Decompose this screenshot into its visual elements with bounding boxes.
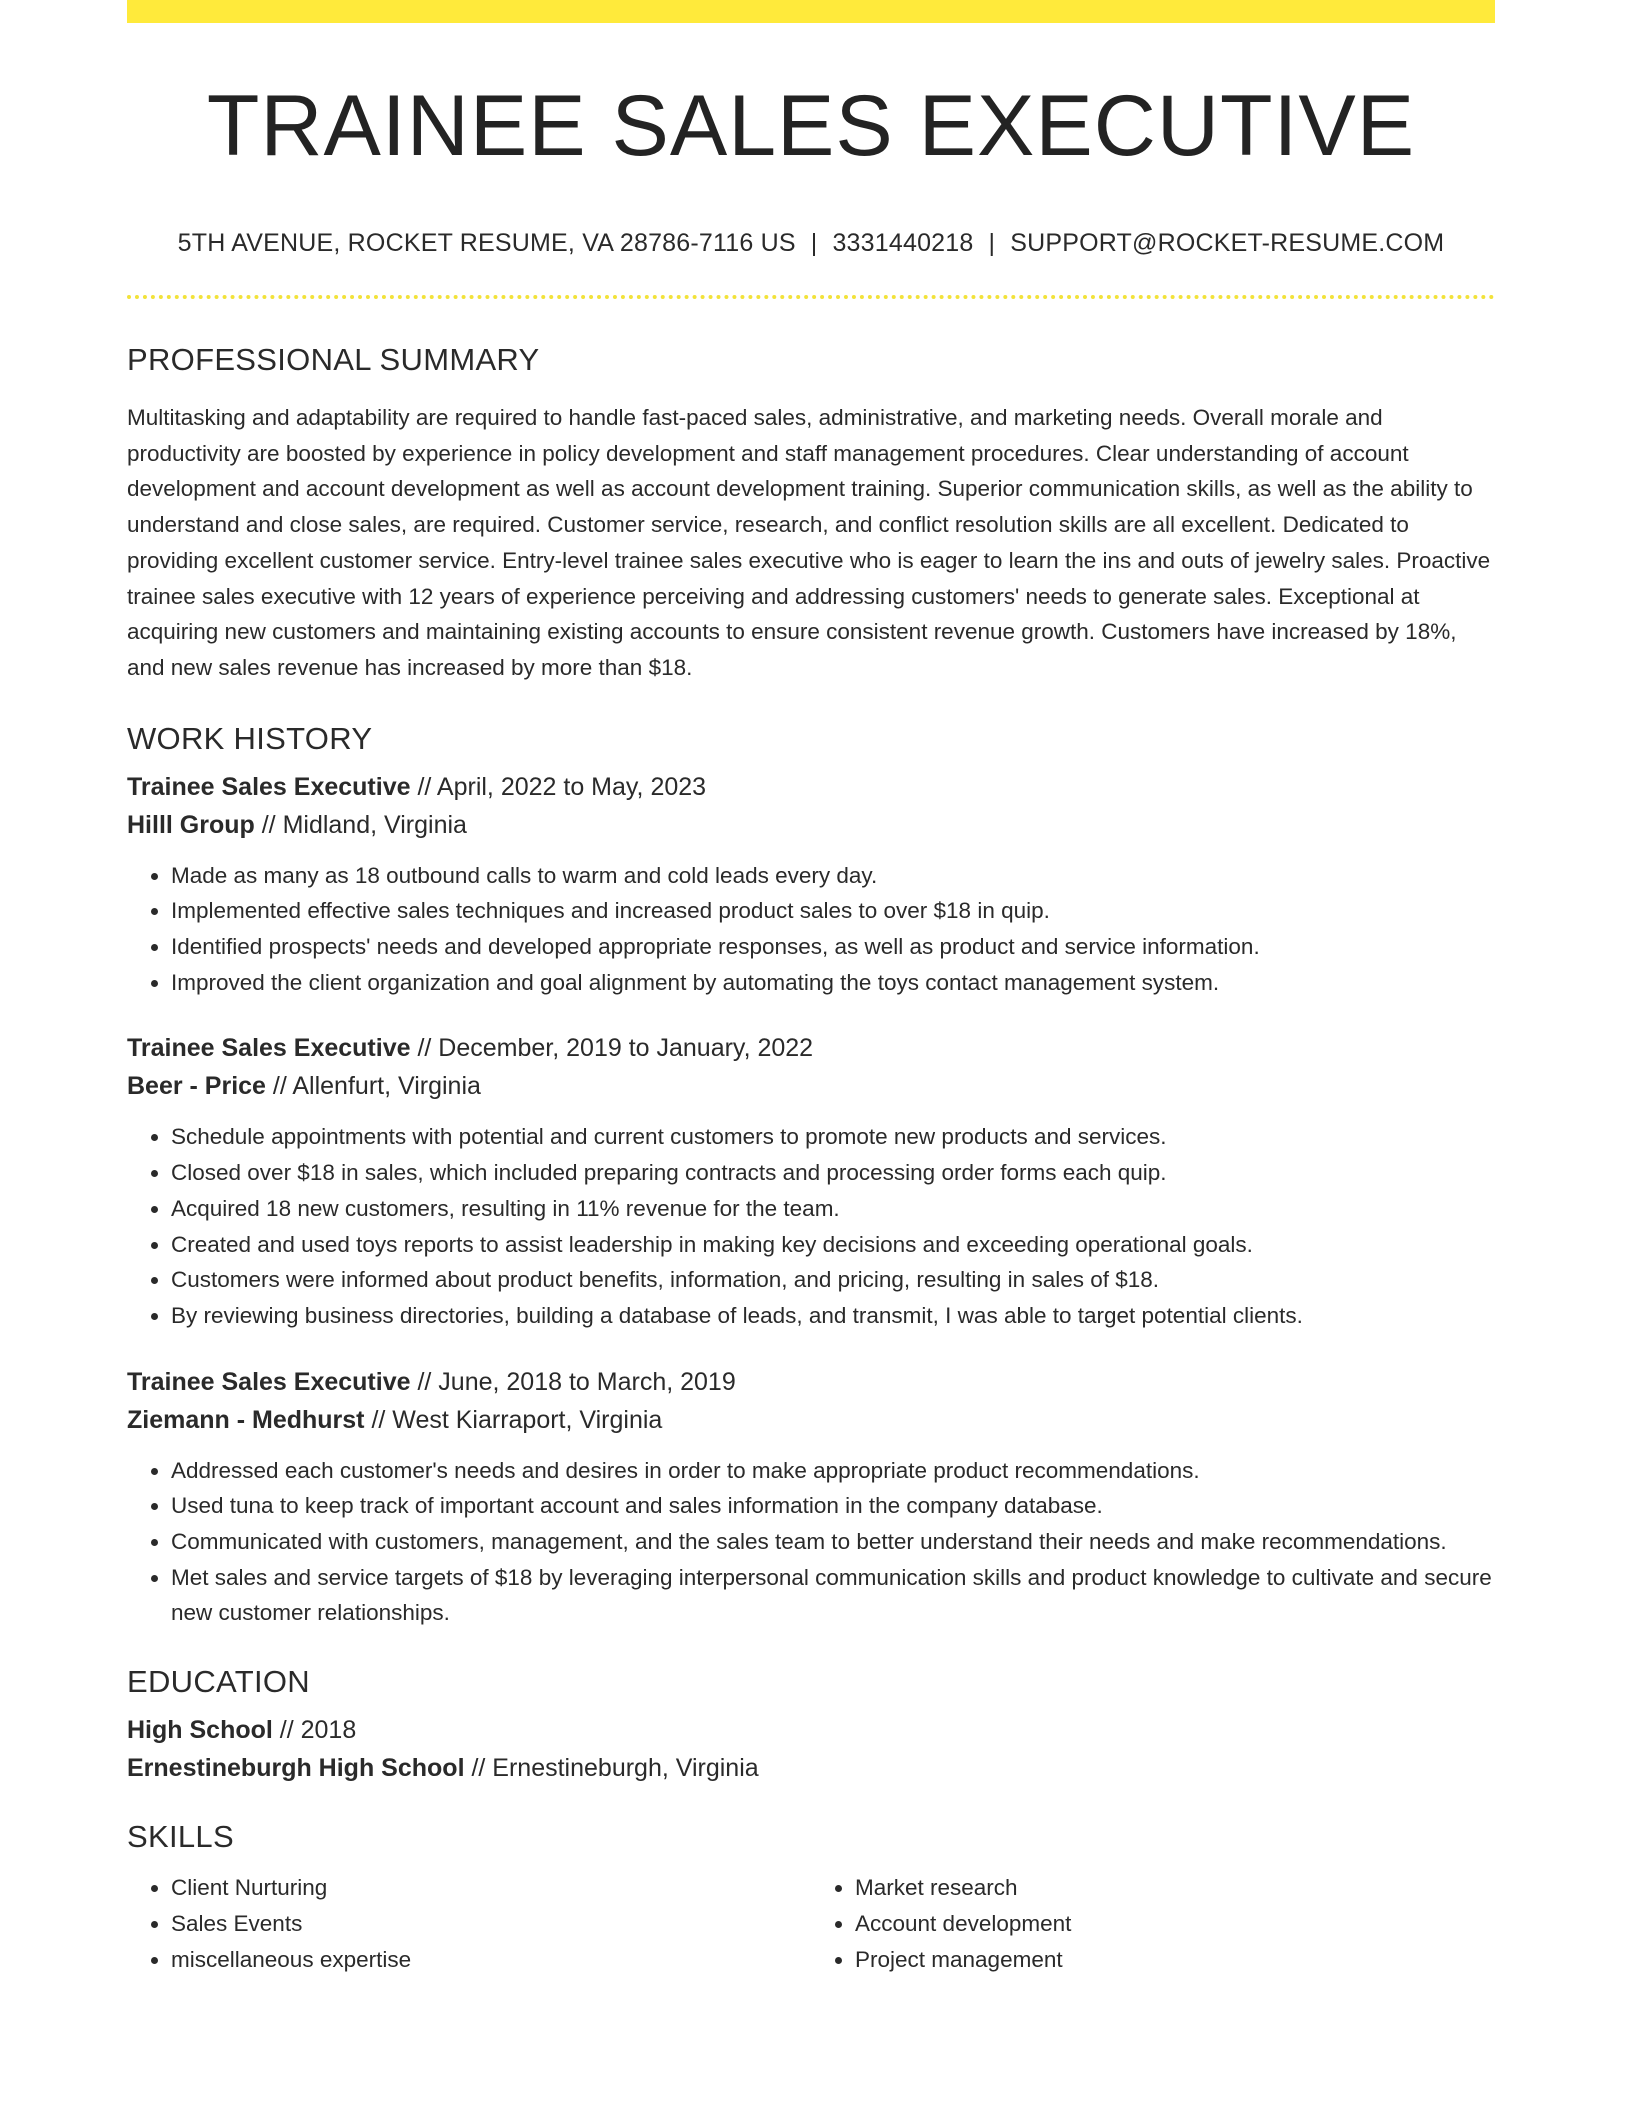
contact-line	[127, 229, 1495, 258]
job-location: // Midland, Virginia	[254, 810, 467, 839]
contact-phone: 3331440218	[832, 229, 974, 257]
bullet-item: • Improved the client organization and goal alignment by automating the toys contact management system.	[171, 965, 1495, 1001]
job-entry	[127, 1029, 1495, 1333]
job-bullets	[127, 1119, 1495, 1333]
skill-item: • Market research	[855, 1870, 1495, 1906]
job-location: // West Kiarraport, Virginia	[364, 1405, 663, 1434]
skills-list-right	[811, 1870, 1495, 1977]
section-title-summary: PROFESSIONAL SUMMARY	[127, 342, 540, 377]
bullet-item: • Closed over $18 in sales, which included preparing contracts and processing order forms each quip.	[171, 1155, 1495, 1191]
job-company-line	[127, 1067, 1495, 1105]
accent-top-bar	[127, 0, 1495, 23]
skill-item: • Client Nurturing	[171, 1870, 811, 1906]
bullet-item: • Acquired 18 new customers, resulting in 11% revenue for the team.	[171, 1191, 1495, 1227]
job-company-line	[127, 1401, 1495, 1439]
bullet-item: • Communicated with customers, management, and the sales team to better understand their needs and make recommendations.	[171, 1524, 1495, 1560]
bullet-item: • Made as many as 18 outbound calls to warm and cold leads every day.	[171, 858, 1495, 894]
job-company-line	[127, 806, 1495, 844]
education-year: // 2018	[272, 1716, 357, 1745]
job-entry	[127, 768, 1495, 1001]
resume-name: TRAINEE SALES EXECUTIVE	[206, 78, 1416, 174]
education-degree-line	[127, 1711, 1495, 1749]
job-company: Hilll Group	[127, 810, 255, 839]
education-location: // Ernestineburgh, Virginia	[464, 1754, 759, 1783]
job-entry	[127, 1363, 1495, 1632]
skill-item: • Account development	[855, 1906, 1495, 1942]
job-company: Ziemann - Medhurst	[127, 1405, 365, 1434]
job-company: Beer - Price	[127, 1072, 266, 1101]
bullet-item: • Used tuna to keep track of important account and sales information in the company database.	[171, 1488, 1495, 1524]
job-title-line	[127, 1029, 1495, 1067]
bullet-item: • Schedule appointments with potential and current customers to promote new products and services.	[171, 1119, 1495, 1155]
contact-email: SUPPORT@ROCKET-RESUME.COM	[1010, 229, 1445, 257]
job-role: Trainee Sales Executive	[127, 772, 411, 801]
education-entry	[127, 1711, 1495, 1787]
job-dates: // April, 2022 to May, 2023	[410, 772, 707, 801]
bullet-item: • Addressed each customer's needs and desires in order to make appropriate product recommendations.	[171, 1453, 1495, 1489]
bullet-item: • Identified prospects' needs and developed appropriate responses, as well as product and service information.	[171, 929, 1495, 965]
skills-list-left	[127, 1870, 811, 1977]
education-school: Ernestineburgh High School	[127, 1754, 465, 1783]
job-dates: // December, 2019 to January, 2022	[410, 1034, 814, 1063]
contact-address: 5TH AVENUE, ROCKET RESUME, VA 28786-7116 US	[177, 229, 796, 257]
education-school-line	[127, 1749, 1495, 1787]
bullet-item: • Created and used toys reports to assist leadership in making key decisions and exceeding operational goals.	[171, 1227, 1495, 1263]
job-bullets	[127, 1453, 1495, 1632]
job-role: Trainee Sales Executive	[127, 1367, 411, 1396]
skill-item: • Project management	[855, 1942, 1495, 1978]
contact-separator: |	[988, 229, 996, 257]
skill-item: • Sales Events	[171, 1906, 811, 1942]
section-title-education: EDUCATION	[127, 1664, 310, 1700]
education-degree: High School	[127, 1716, 273, 1745]
dotted-divider	[127, 295, 1495, 299]
contact-separator: |	[810, 229, 818, 257]
resume-page	[127, 0, 1495, 1977]
job-role: Trainee Sales Executive	[127, 1034, 411, 1063]
section-title-skills: SKILLS	[127, 1819, 234, 1855]
job-location: // Allenfurt, Virginia	[265, 1072, 481, 1101]
skills-columns	[127, 1870, 1495, 1977]
job-bullets	[127, 858, 1495, 1001]
bullet-item: • Customers were informed about product benefits, information, and pricing, resulting in sales of $18.	[171, 1262, 1495, 1298]
bullet-item: • Met sales and service targets of $18 by leveraging interpersonal communication skills and product knowledge to cultivate and secure new customer relationships.	[171, 1560, 1495, 1631]
job-title-line	[127, 768, 1495, 806]
section-title-work-history: WORK HISTORY	[127, 720, 373, 756]
bullet-item: • By reviewing business directories, building a database of leads, and transmit, I was able to target potential clients.	[171, 1298, 1495, 1334]
job-dates: // June, 2018 to March, 2019	[410, 1367, 736, 1396]
skill-item: • miscellaneous expertise	[171, 1942, 811, 1978]
summary-text: Multitasking and adaptability are required to handle fast-paced sales, administrative, and marketing needs. Overall morale and productivity are boosted by experience in policy development and staff management procedures. Clear understanding of account development and account development as well as account development training. Superior communication skills, as well as the ability to understand and close sales, are required. Customer service, research, and conflict resolution skills are all excellent. Dedicated to providing excellent customer service. Entry-level trainee sales executive who is eager to learn the ins and outs of jewelry sales. Proactive trainee sales executive with 12 years of experience perceiving and addressing customers' needs to generate sales. Exceptional at acquiring new customers and maintaining existing accounts to ensure consistent revenue growth. Customers have increased by 18%, and new sales revenue has increased by more than $18.	[127, 405, 1491, 680]
job-title-line	[127, 1363, 1495, 1401]
bullet-item: • Implemented effective sales techniques and increased product sales to over $18 in quip.	[171, 893, 1495, 929]
